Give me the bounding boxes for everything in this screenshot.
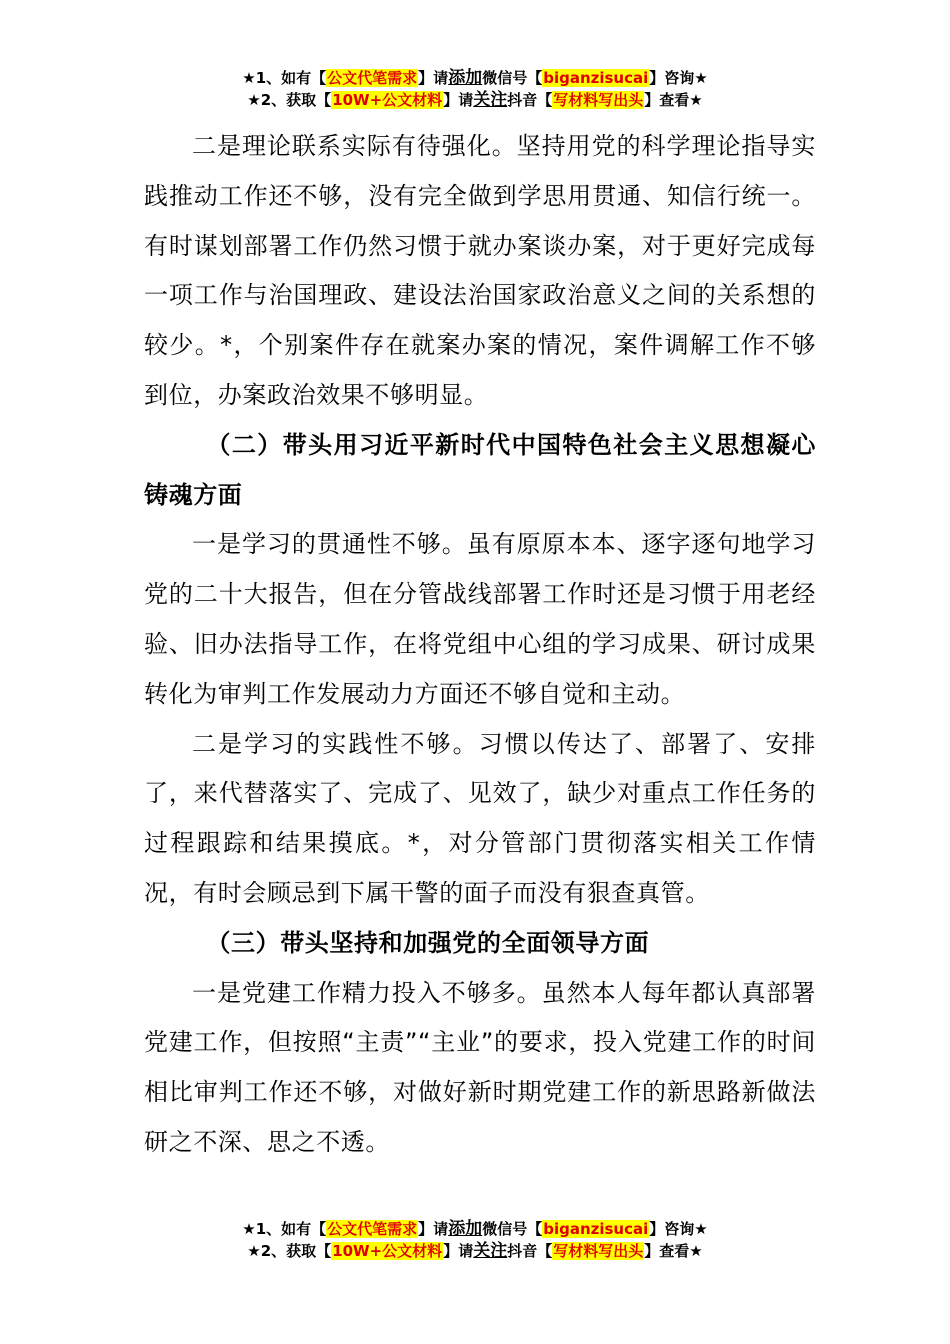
paragraph: 一是学习的贯通性不够。虽有原原本本、逐字逐句地学习党的二十大报告，但在分管战线部署工作时还是习惯于用老经验、旧办法指导工作，在将党组中心组的学习成果、研讨成果转化为审判工作发展动力方面还不够自觉和主动。 <box>144 530 816 708</box>
promo-text: 】咨询★ <box>649 1220 708 1238</box>
promo-text: ★1、如有【 <box>242 69 327 87</box>
footer-promo-banner <box>0 1218 950 1262</box>
promo-text: 抖音【 <box>507 91 553 109</box>
promo-underline: 添加 <box>448 1219 483 1239</box>
promo-highlight: 公文代笔需求 <box>327 69 418 87</box>
paragraph: 二是理论联系实际有待强化。坚持用党的科学理论指导实践推动工作还不够，没有完全做到学思用贯通、知信行统一。有时谋划部署工作仍然习惯于就办案谈办案，对于更好完成每一项工作与治国理政、建设法治国家政治意义之间的关系想的较少。*，个别案件存在就案办案的情况，案件调解工作不够到位，办案政治效果不够明显。 <box>144 132 816 409</box>
section-heading: （二）带头用习近平新时代中国特色社会主义思想凝心铸魂方面 <box>144 430 816 509</box>
section-heading: （三）带头坚持和加强党的全面领导方面 <box>206 928 650 957</box>
promo-text: 】请 <box>443 1242 474 1260</box>
promo-text: 】查看★ <box>644 1242 703 1260</box>
promo-text: ★2、获取【 <box>247 1242 332 1260</box>
promo-text: 】请 <box>418 1220 449 1238</box>
promo-highlight: 10W+公文材料 <box>332 1242 443 1260</box>
promo-text: 】查看★ <box>644 91 703 109</box>
promo-text: 微信号【 <box>482 69 543 87</box>
promo-line-2 <box>0 1240 950 1262</box>
promo-line-2 <box>0 89 950 111</box>
promo-highlight: 10W+公文材料 <box>332 91 443 109</box>
promo-text: ★1、如有【 <box>242 1220 327 1238</box>
document-body <box>144 122 816 1168</box>
promo-underline: 关注 <box>473 90 508 110</box>
promo-line-1 <box>0 67 950 89</box>
paragraph: 一是党建工作精力投入不够多。虽然本人每年都认真部署党建工作，但按照“主责”“主业”的要求，投入党建工作的时间相比审判工作还不够，对做好新时期党建工作的新思路新做法研之不深、思之不透。 <box>144 978 816 1156</box>
promo-text: 】咨询★ <box>649 69 708 87</box>
promo-douyin-id: 写材料写出头 <box>553 1242 644 1260</box>
promo-highlight: 公文代笔需求 <box>327 1220 418 1238</box>
promo-text: 】请 <box>418 69 449 87</box>
promo-text: 抖音【 <box>507 1242 553 1260</box>
promo-douyin-id: 写材料写出头 <box>553 91 644 109</box>
promo-line-1 <box>0 1218 950 1240</box>
paragraph: 二是学习的实践性不够。习惯以传达了、部署了、安排了，来代替落实了、完成了、见效了，缺少对重点工作任务的过程跟踪和结果摸底。*，对分管部门贯彻落实相关工作情况，有时会顾忌到下属干警的面子而没有狠查真管。 <box>144 729 816 907</box>
promo-text: 微信号【 <box>482 1220 543 1238</box>
header-promo-banner <box>0 67 950 111</box>
promo-underline: 添加 <box>448 68 483 88</box>
promo-underline: 关注 <box>473 1241 508 1261</box>
promo-wechat-id: biganzisucai <box>543 69 649 87</box>
promo-wechat-id: biganzisucai <box>543 1220 649 1238</box>
promo-text: 】请 <box>443 91 474 109</box>
promo-text: ★2、获取【 <box>247 91 332 109</box>
